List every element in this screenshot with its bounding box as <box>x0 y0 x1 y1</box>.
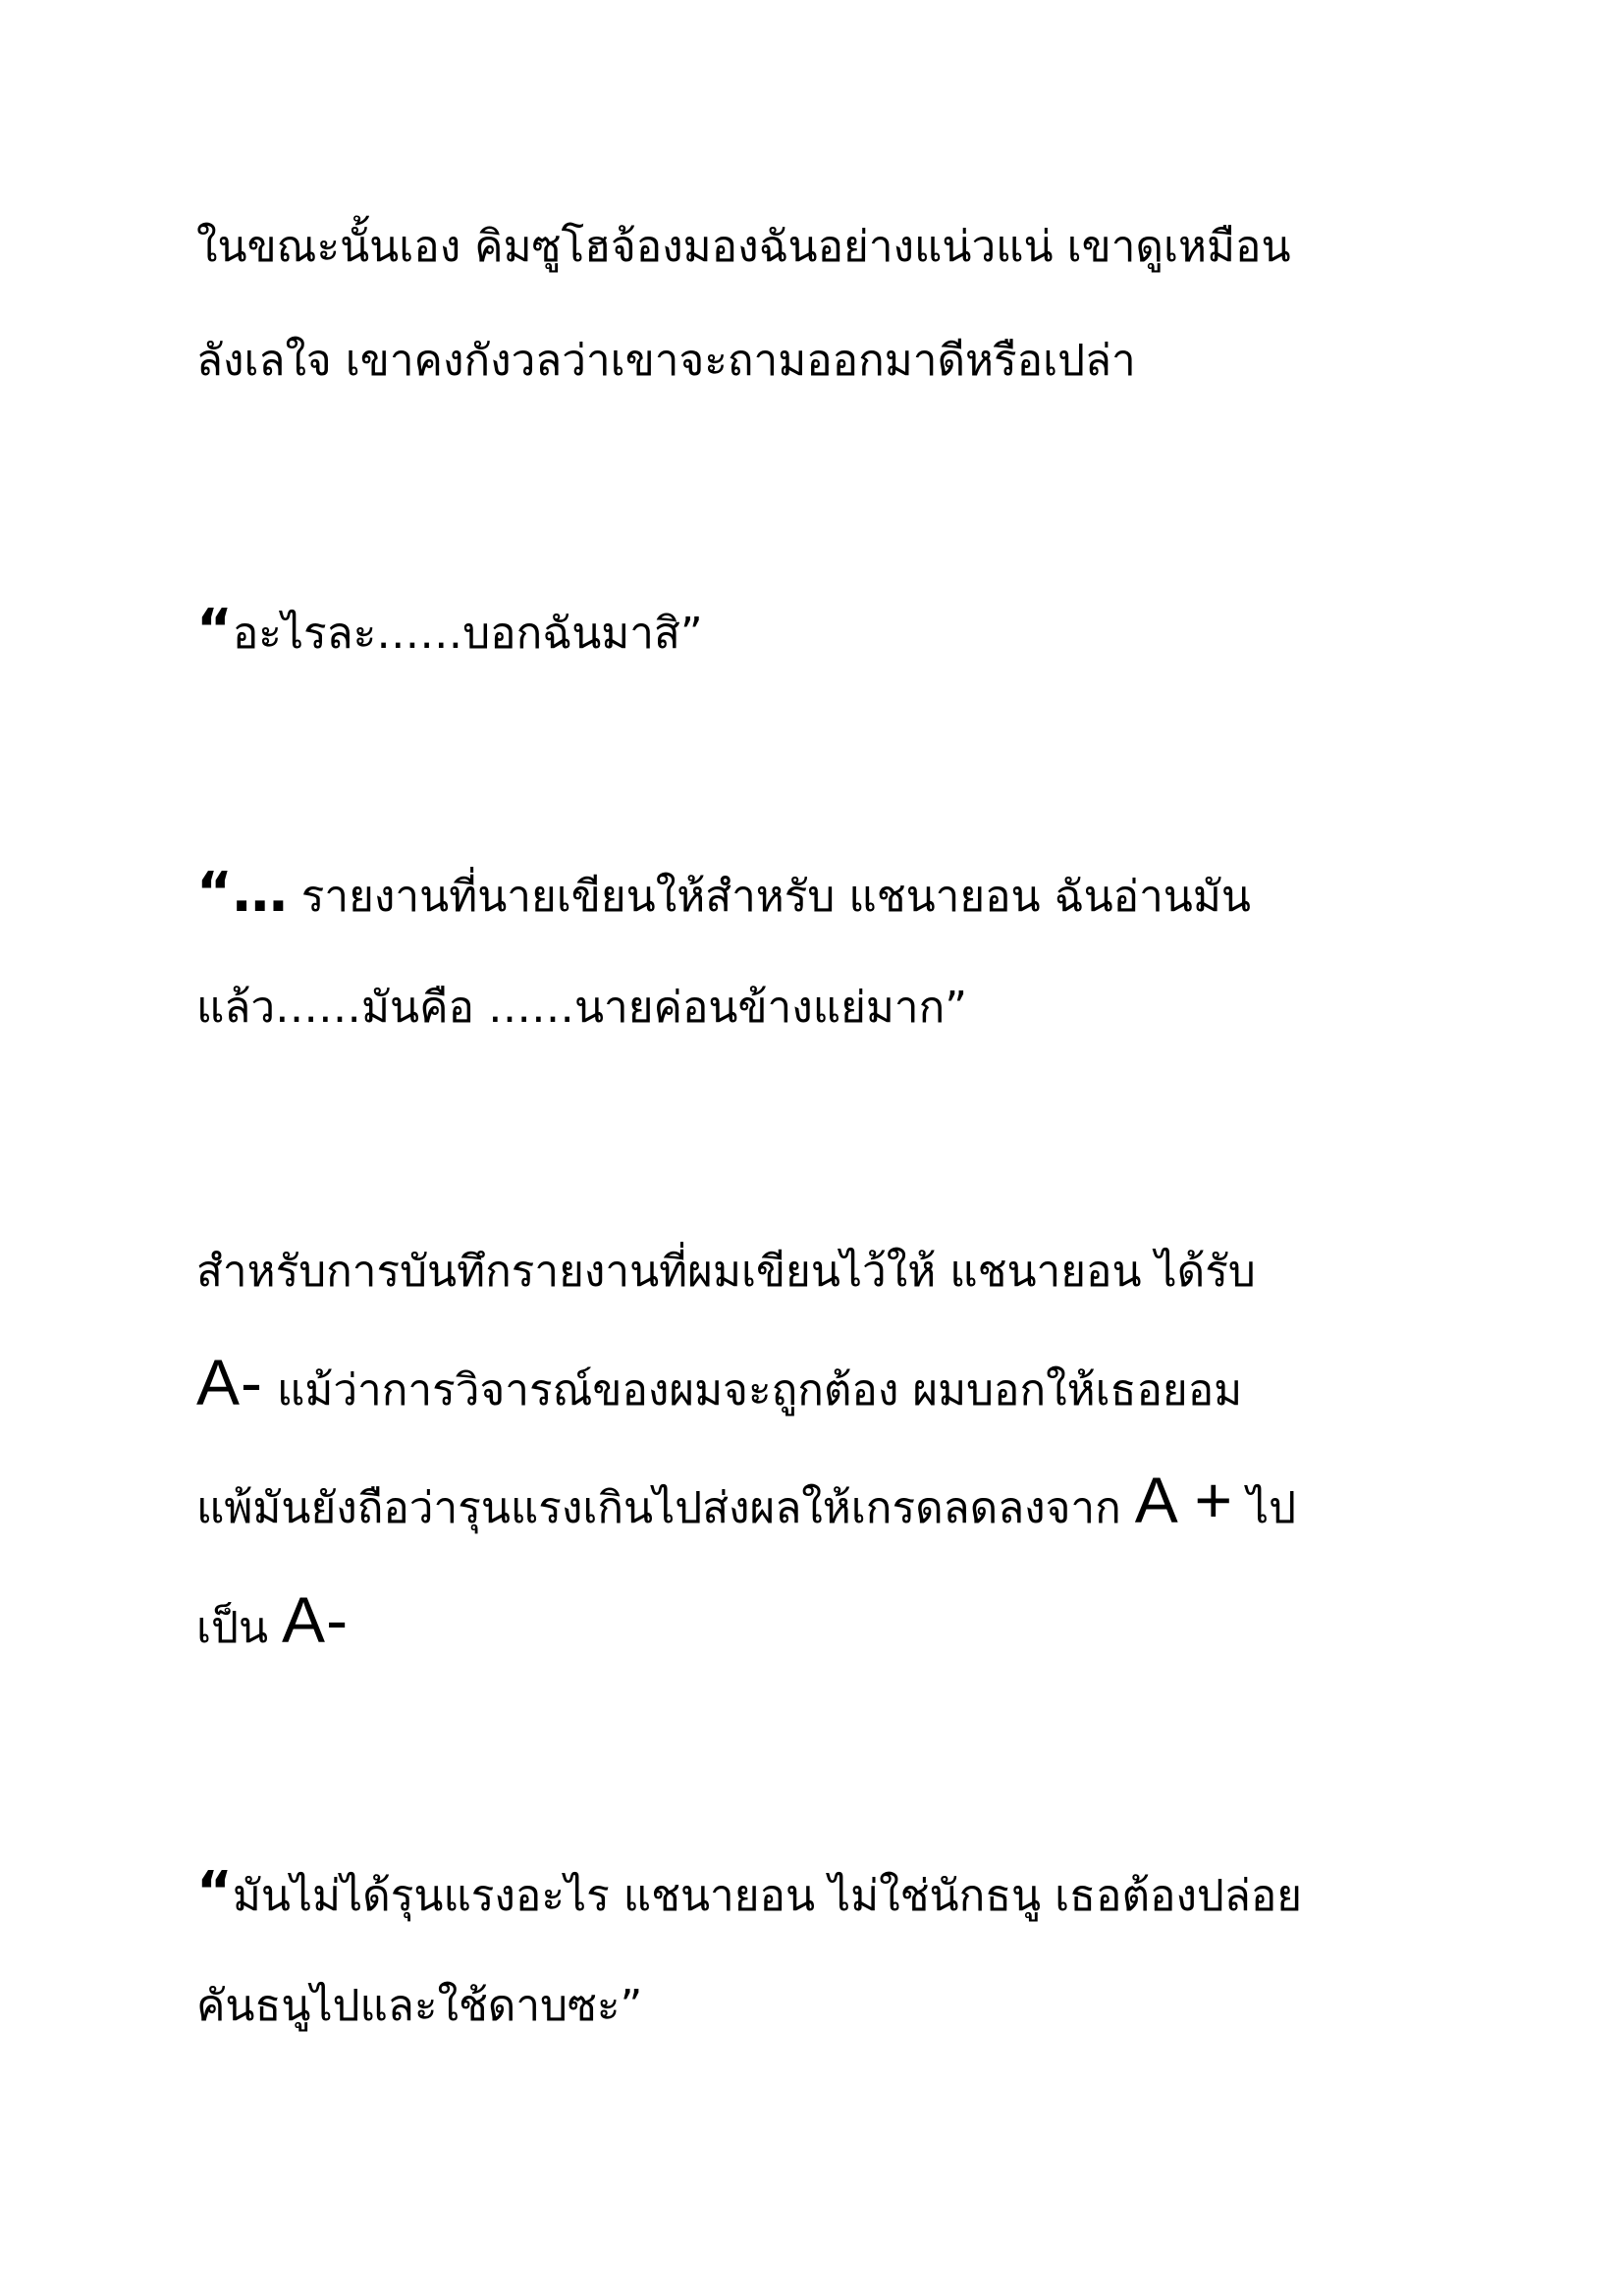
text: มันไม่ได้รุนแรงอะไร แชนายอน ไม่ใช่นักธนู เธอต้องปล่อย <box>232 1871 1303 1921</box>
paragraph-5-line-1 <box>196 1860 1303 1926</box>
paragraph-3-line-1 <box>196 861 1251 927</box>
text: คันธนูไปและใช้ดาบซะ” <box>196 1981 643 2031</box>
paragraph-2-line-1 <box>196 598 703 664</box>
text: ไป <box>1233 1483 1297 1533</box>
text: เป็น <box>196 1603 283 1653</box>
text: ในขณะนั้นเอง คิมซูโฮจ้องมองฉันอย่างแน่วแน่ เขาดูเหมือน <box>196 222 1291 272</box>
paragraph-4-line-2 <box>196 1346 1243 1420</box>
text: แพ้มันยังถือว่ารุนแรงเกินไปส่งผลให้เกรดลดลงจาก <box>196 1483 1135 1533</box>
grade-a-minus: A- <box>282 1583 350 1656</box>
paragraph-1-line-2 <box>196 332 1136 391</box>
text: อะไรละ……บอกฉันมาสิ” <box>232 609 703 659</box>
grade-a-minus: A- <box>196 1346 263 1418</box>
open-quote: “ <box>196 598 233 662</box>
text: รายงานที่นายเขียนให้สำหรับ แชนายอน ฉันอ่านมัน <box>287 872 1251 922</box>
open-quote-ellipsis: “… <box>196 861 288 925</box>
open-quote: “ <box>196 1860 233 1924</box>
text: แล้ว……มันคือ ……นายค่อนข้างแย่มาก” <box>196 983 968 1033</box>
text: ลังเลใจ เขาคงกังวลว่าเขาจะถามออกมาดีหรือเปล่า <box>196 336 1136 386</box>
paragraph-4-line-4 <box>196 1583 350 1658</box>
grade-a-plus: A + <box>1134 1464 1234 1536</box>
paragraph-3-line-2 <box>196 979 967 1038</box>
paragraph-5-line-2 <box>196 1977 642 2036</box>
paragraph-4-line-1 <box>196 1243 1256 1302</box>
text: สำหรับการบันทึกรายงานที่ผมเขียนไว้ให้ แชนายอน ได้รับ <box>196 1247 1256 1297</box>
paragraph-1-line-1 <box>196 218 1291 277</box>
paragraph-4-line-3 <box>196 1464 1297 1538</box>
text: แม้ว่าการวิจารณ์ของผมจะถูกต้อง ผมบอกให้เธอยอม <box>263 1365 1243 1415</box>
